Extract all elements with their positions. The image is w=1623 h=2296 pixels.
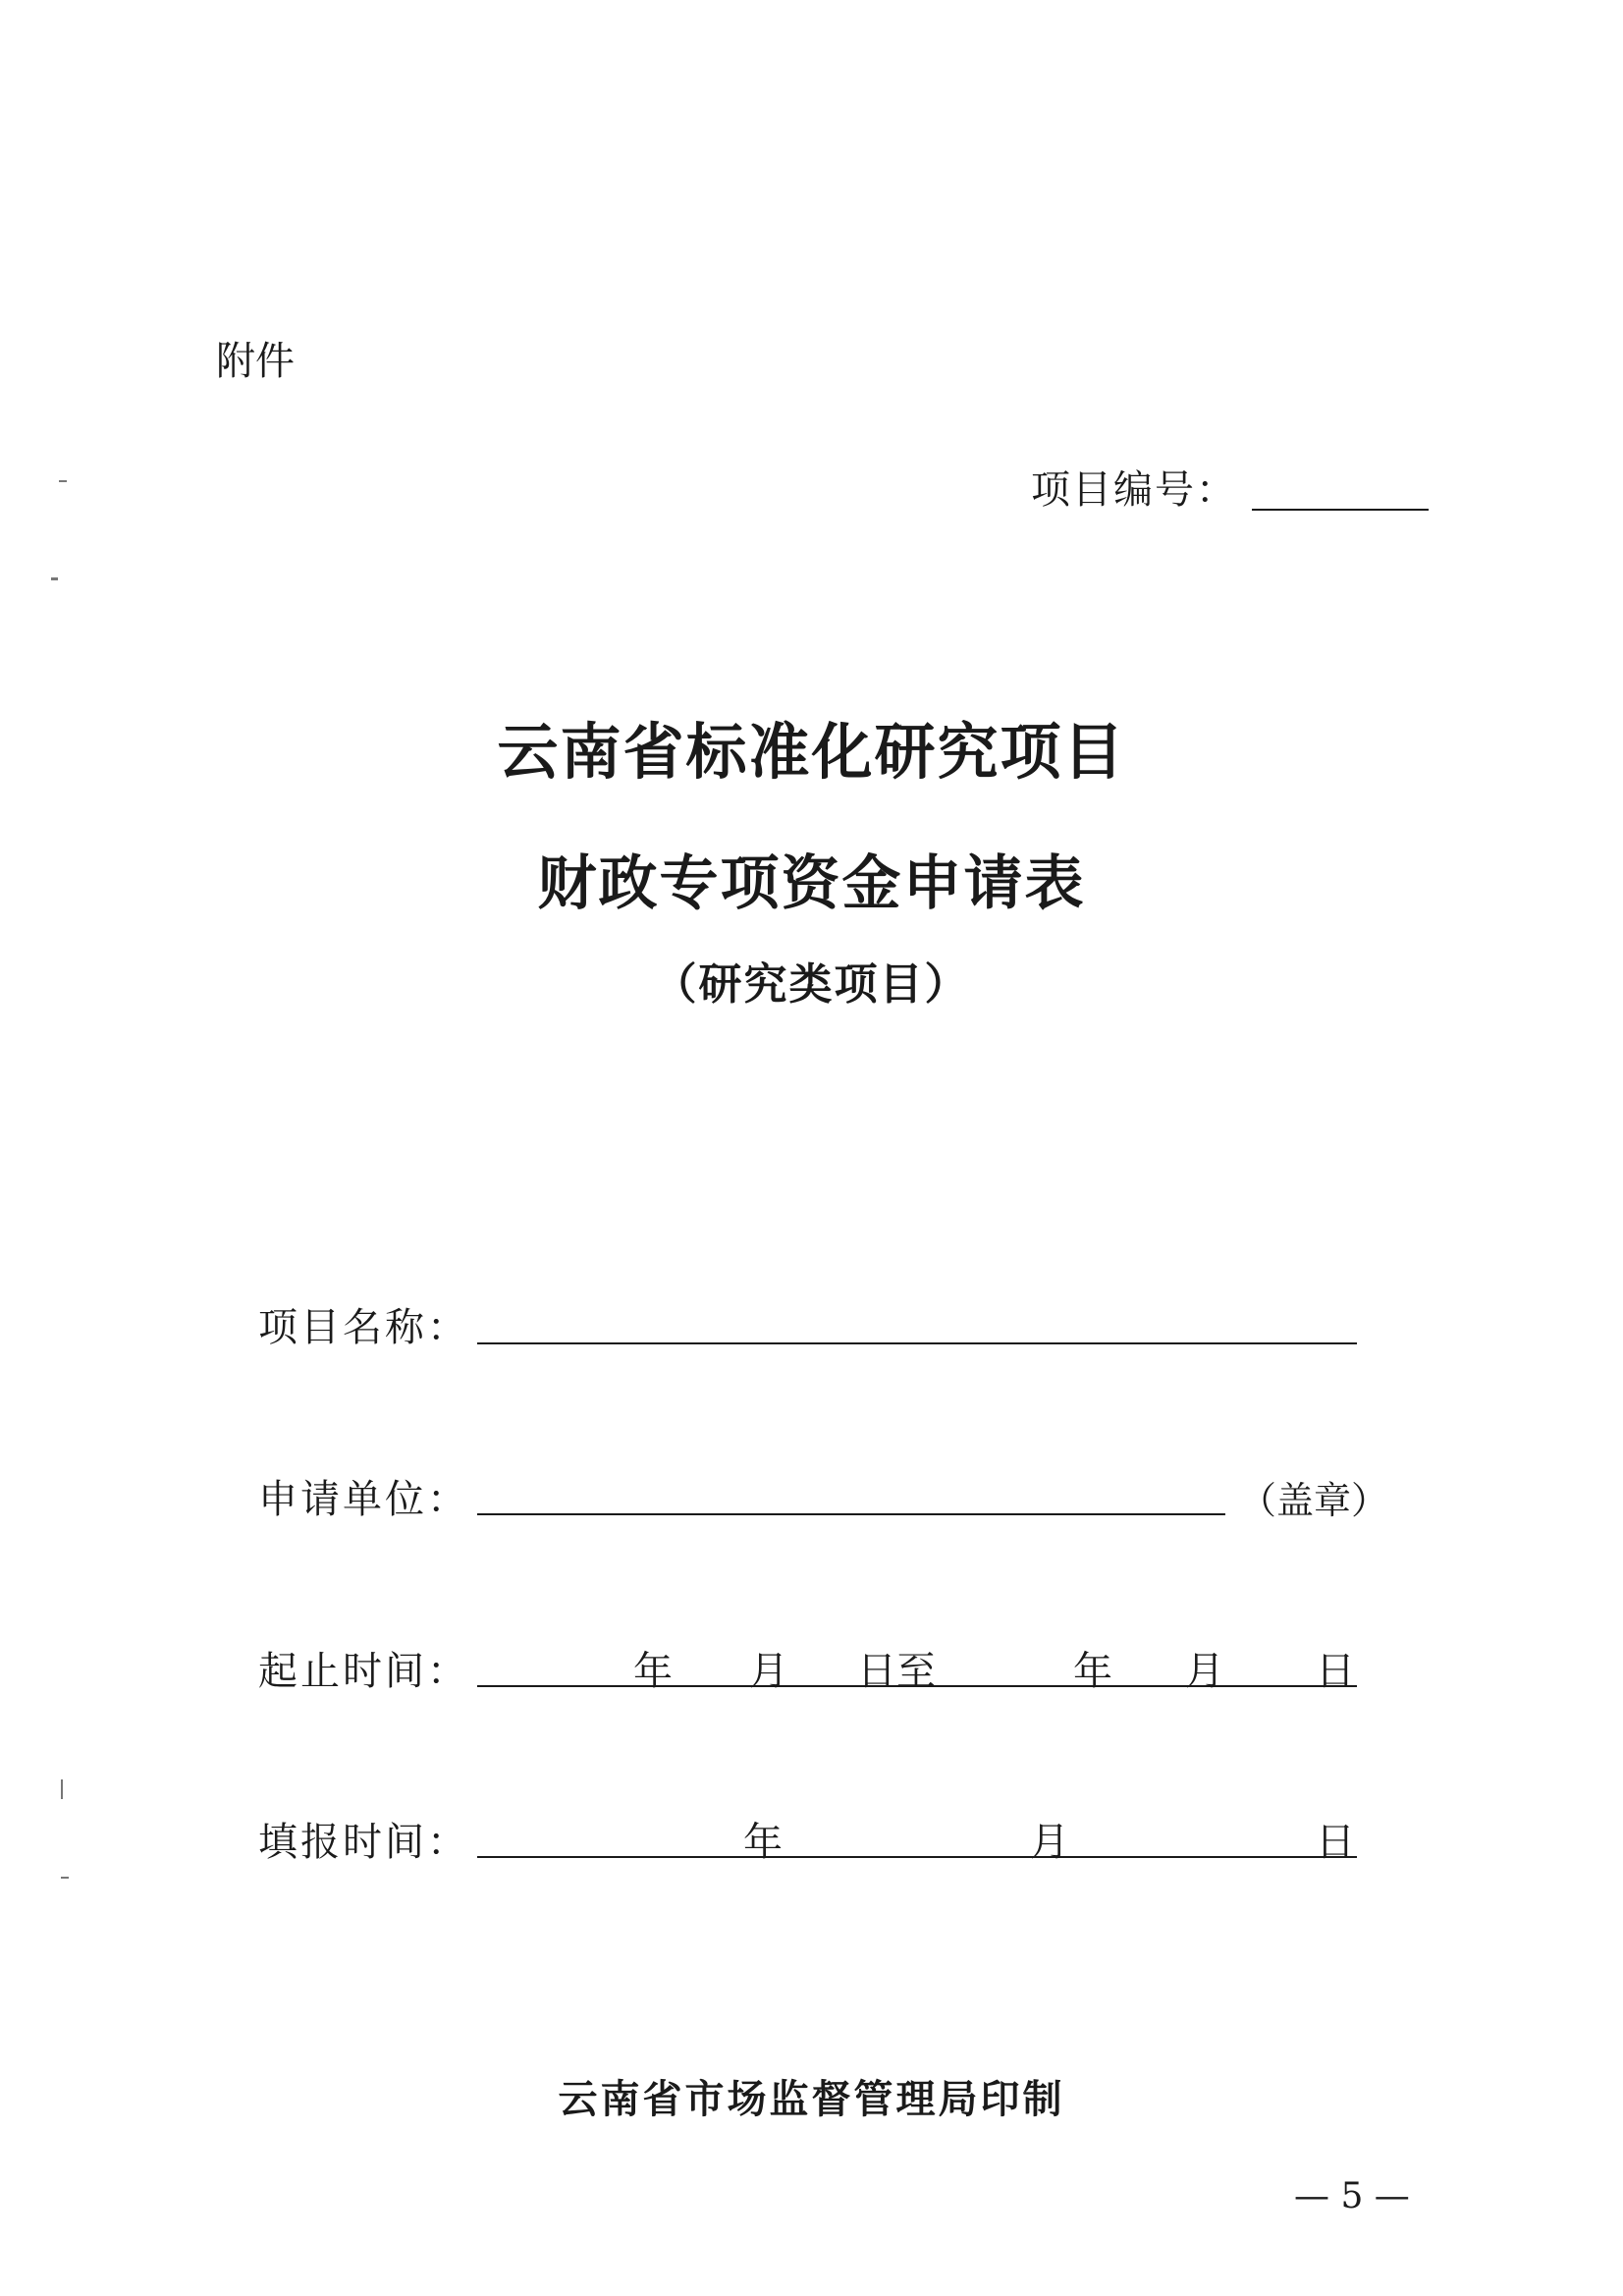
attachment-label: 附件 [216, 339, 295, 384]
form-title-line-2: 财政专项资金申请表 [537, 849, 1086, 918]
period-start-month-unit: 月 [749, 1649, 788, 1694]
applicant-unit-label: 申请单位： [258, 1477, 469, 1522]
fill-date-field[interactable] [477, 1856, 1357, 1858]
scan-speck [59, 480, 67, 482]
seal-note: （盖章） [1239, 1479, 1389, 1522]
project-name-label: 项目名称： [258, 1305, 469, 1350]
scan-speck [61, 1779, 63, 1799]
scan-speck [61, 1877, 69, 1879]
fill-date-label: 填报时间： [258, 1820, 469, 1865]
form-title-line-1: 云南省标准化研究项目 [497, 716, 1126, 788]
project-number-label: 项目编号： [1031, 467, 1237, 513]
project-number-field[interactable] [1252, 509, 1429, 511]
applicant-unit-field[interactable] [477, 1513, 1225, 1515]
scan-speck [51, 577, 58, 580]
form-subtitle: （研究类项目） [653, 959, 970, 1010]
fill-month-unit: 月 [1030, 1820, 1069, 1865]
page-number: — 5 — [1294, 2176, 1410, 2216]
period-end-year-unit: 年 [1073, 1649, 1112, 1694]
fill-day-unit: 日 [1316, 1820, 1355, 1865]
period-label: 起止时间： [258, 1649, 469, 1694]
project-name-field[interactable] [477, 1342, 1357, 1344]
period-start-year-unit: 年 [633, 1649, 673, 1694]
period-end-day-unit: 日 [1316, 1649, 1355, 1694]
period-end-month-unit: 月 [1185, 1649, 1224, 1694]
period-start-day-to: 日至 [857, 1649, 936, 1694]
printer-footer: 云南省市场监督管理局印制 [558, 2077, 1065, 2122]
fill-year-unit: 年 [743, 1820, 783, 1865]
